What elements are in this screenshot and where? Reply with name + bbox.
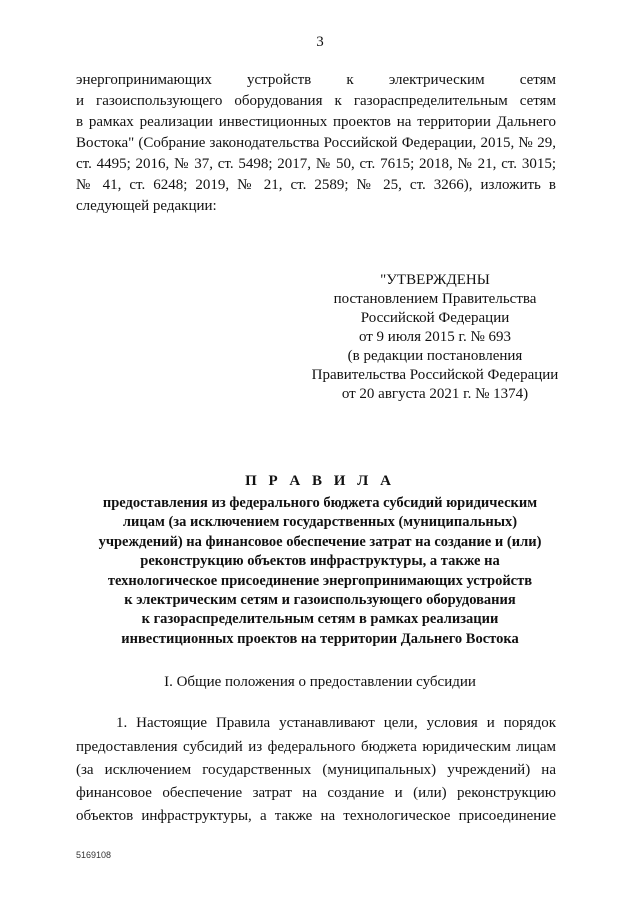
approval-line: от 9 июля 2015 г. № 693 (358, 329, 512, 345)
document-code: 5169108 (76, 850, 112, 860)
subtitle-line: учреждений) на финансовое обеспечение затрат на создание и (или) (98, 533, 542, 550)
section-heading: I. Общие положения о предоставлении субсидии (164, 674, 476, 690)
subtitle-line: к электрическим сетям и газоиспользующего оборудования (124, 592, 516, 609)
approval-line: Правительства Российской Федерации (311, 367, 559, 383)
text-line: в рамках реализации инвестиционных проектов на территории Дальнего (76, 114, 556, 130)
approval-line: (в редакции постановления (347, 348, 523, 364)
text-line: и газоиспользующего оборудования к газораспределительным сетям (76, 93, 556, 109)
text-line: объектов инфраструктуры, а также на технологическое присоединение (76, 808, 556, 824)
text-line: 1. Настоящие Правила устанавливают цели, условия и порядок (116, 715, 556, 731)
approval-block (290, 271, 580, 404)
subtitle-line: лицам (за исключением государственных (муниципальных) (122, 514, 518, 531)
text-line: (за исключением государственных (муниципальных) учреждений) на (76, 762, 556, 778)
text-line: ст. 4495; 2016, № 37, ст. 5498; 2017, № 50, ст. 7615; 2018, № 21, ст. 3015; (76, 156, 556, 172)
approval-line: постановлением Правительства (333, 291, 537, 307)
text-line: предоставления субсидий из федерального бюджета юридическим лицам (76, 739, 556, 755)
page-number: 3 (316, 34, 324, 50)
subtitle-line: инвестиционных проектов на территории Дальнего Востока (121, 630, 519, 647)
approval-line: Российской Федерации (360, 310, 510, 326)
subtitle-line: предоставления из федерального бюджета субсидий юридическим (102, 495, 538, 511)
approval-line: "УТВЕРЖДЕНЫ (380, 272, 490, 288)
rules-title: П Р А В И Л А (245, 473, 395, 489)
text-line: Востока" (Собрание законодательства Российской Федерации, 2015, № 29, (76, 135, 556, 151)
text-line: следующей редакции: (76, 198, 217, 214)
text-line: № 41, ст. 6248; 2019, № 21, ст. 2589; № 25, ст. 3266), изложить в (76, 177, 556, 193)
subtitle-line: к газораспределительным сетям в рамках реализации (141, 611, 499, 628)
text-line: финансовое обеспечение затрат на создание и (или) реконструкцию (76, 785, 556, 801)
subtitle-line: технологическое присоединение энергопринимающих устройств (107, 572, 533, 589)
subtitle-line: реконструкцию объектов инфраструктуры, а также на (140, 553, 500, 570)
rules-subtitle (60, 494, 580, 649)
text-line: энергопринимающих устройств к электрическим сетям (76, 72, 556, 88)
approval-line: от 20 августа 2021 г. № 1374) (341, 386, 529, 402)
